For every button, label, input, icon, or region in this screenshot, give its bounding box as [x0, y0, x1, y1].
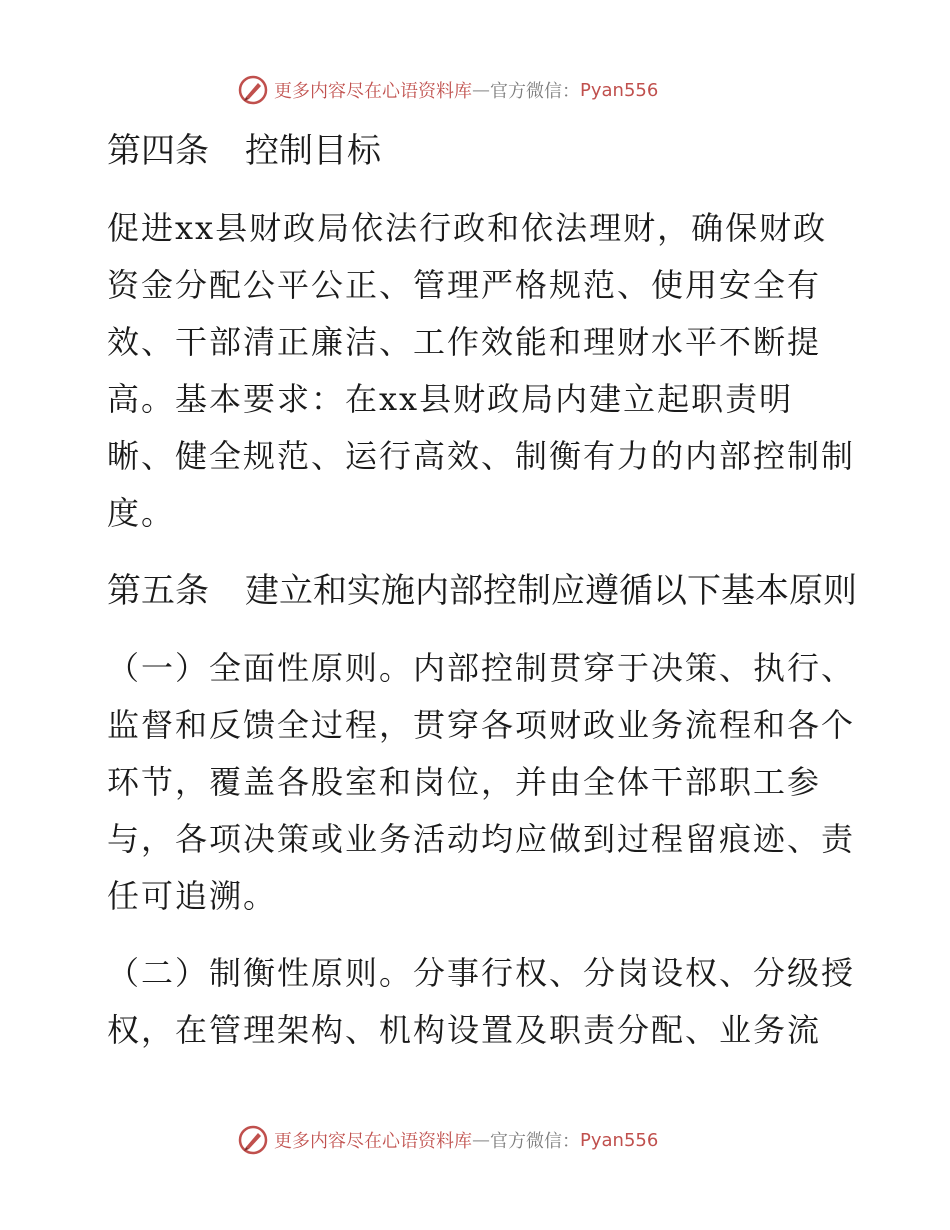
watermark-wechat-id: Pyan556 — [580, 79, 659, 101]
article-5-title: 建立和实施内部控制应遵循以下基本原则 — [245, 571, 857, 611]
article-5-number: 第五条 — [107, 571, 209, 611]
footer-watermark — [238, 1124, 658, 1156]
principle-2-paragraph: （二）制衡性原则。分事行权、分岗设权、分级授权，在管理架构、机构设置及职责分配、业务流 — [107, 954, 856, 1049]
article-4-number: 第四条 — [107, 131, 209, 171]
article-5-heading — [97, 562, 857, 620]
principle-1-paragraph: （一）全面性原则。内部控制贯穿于决策、执行、监督和反馈全过程，贯穿各项财政业务流程和各个环节，覆盖各股室和岗位，并由全体干部职工参与，各项决策或业务活动均应做到过程留痕迹、责任可追溯。 — [107, 649, 856, 915]
watermark-wechat-id: Pyan556 — [580, 1129, 659, 1151]
document-body — [97, 122, 857, 1059]
watermark-official-text: 官方微信： — [490, 1131, 580, 1152]
watermark-brand-text: 更多内容尽在心语资料库 — [274, 81, 472, 102]
pen-logo-icon — [238, 1125, 268, 1155]
pen-logo-icon — [238, 75, 268, 105]
watermark-official-text: 官方微信： — [490, 81, 580, 102]
article-4-body: 促进xx县财政局依法行政和依法理财，确保财政资金分配公平公正、管理严格规范、使用安全有效、干部清正廉洁、工作效能和理财水平不断提高。基本要求：在xx县财政局内建立起职责明晰、健全规范、运行高效、制衡有力的内部控制制度。 — [107, 209, 856, 532]
watermark-dash: — — [472, 79, 490, 101]
watermark-dash: — — [472, 1129, 490, 1151]
watermark-brand-text: 更多内容尽在心语资料库 — [274, 1131, 472, 1152]
article-4-title: 控制目标 — [245, 131, 381, 171]
article-4-heading — [97, 122, 857, 180]
header-watermark — [238, 74, 658, 106]
